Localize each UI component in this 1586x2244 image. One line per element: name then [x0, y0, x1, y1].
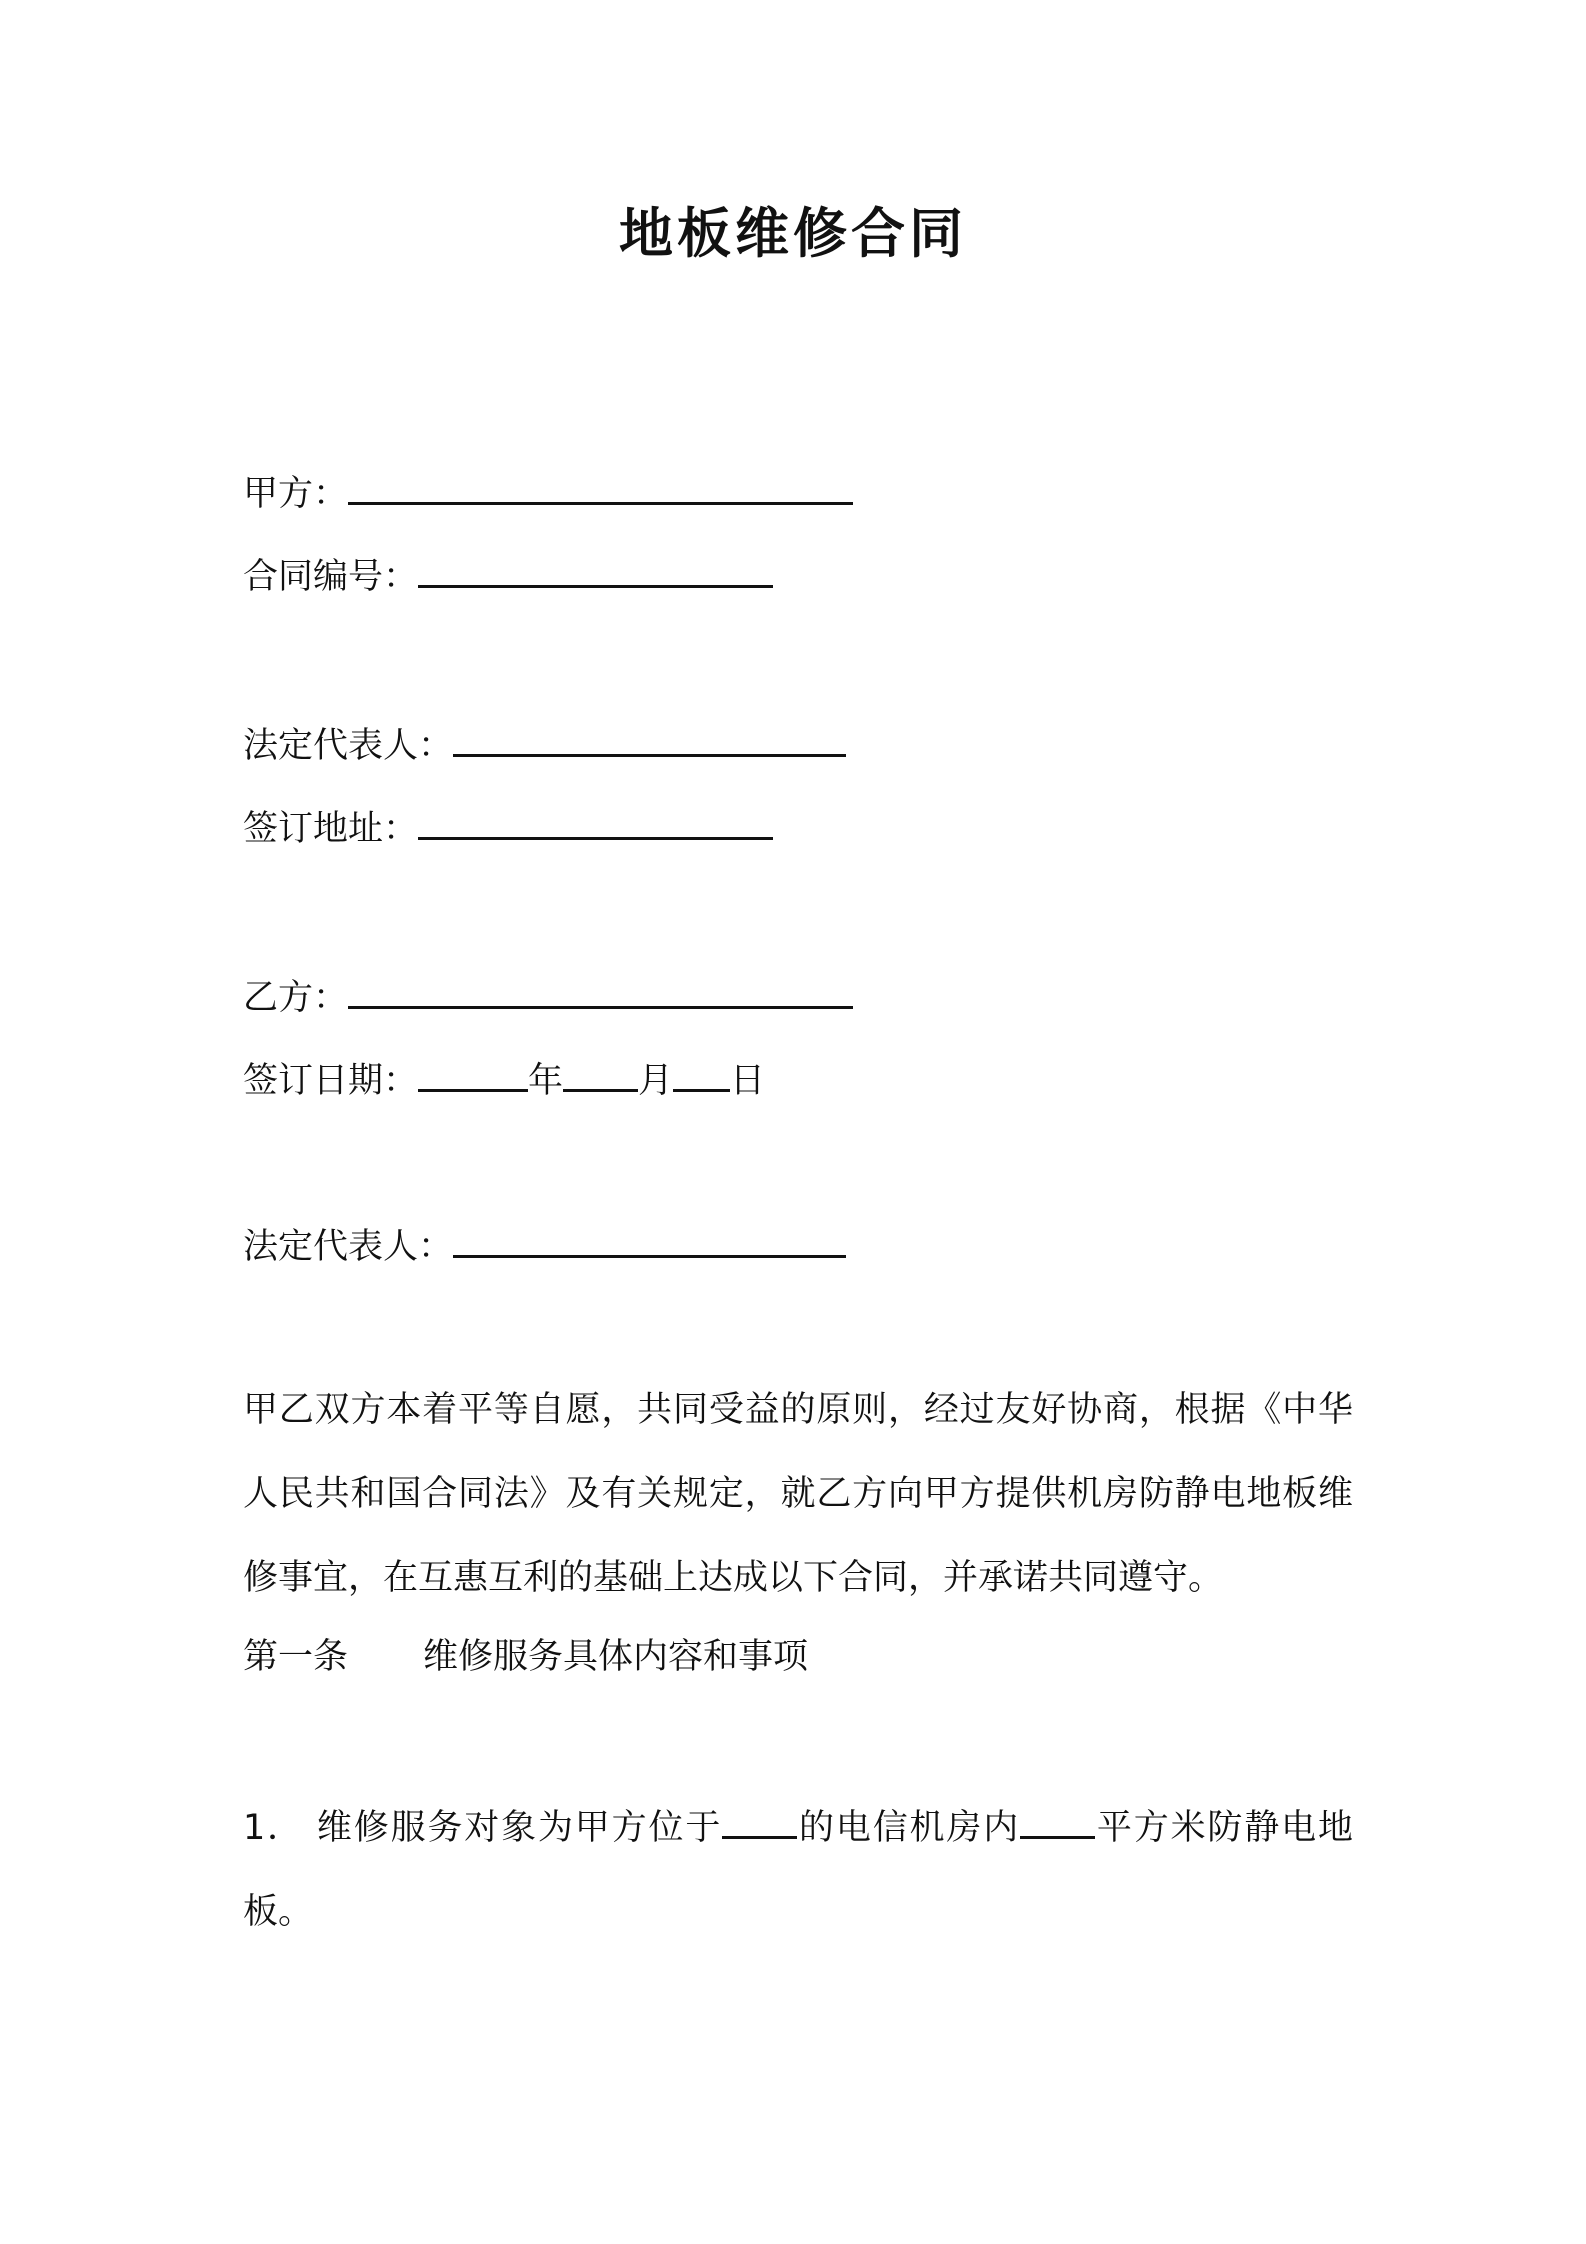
document-title: 地板维修合同 [619, 201, 967, 265]
clause-1-location-blank[interactable] [722, 1796, 797, 1839]
clause-1-number: 1． [243, 1808, 304, 1848]
sign-date-row [243, 1049, 765, 1106]
article-1-heading [243, 1632, 808, 1682]
legal-rep-b-blank[interactable] [453, 1215, 846, 1258]
contract-number-blank[interactable] [418, 545, 773, 588]
clause-1-paragraph [243, 1786, 1353, 1954]
sign-address-blank[interactable] [418, 797, 773, 840]
clause-1-text-a: 维修服务对象为甲方位于 [316, 1808, 723, 1848]
party-a-row [243, 462, 853, 519]
sign-address-label: 签订地址： [243, 809, 419, 849]
party-b-blank[interactable] [348, 966, 853, 1009]
sign-address-row [243, 797, 773, 854]
legal-rep-b-row [243, 1215, 846, 1272]
sign-month-blank[interactable] [563, 1049, 638, 1092]
contract-number-label: 合同编号： [243, 557, 419, 597]
legal-rep-a-label: 法定代表人： [243, 726, 454, 766]
sign-day-blank[interactable] [673, 1049, 730, 1092]
sign-date-label: 签订日期： [243, 1061, 419, 1101]
preamble-paragraph: 甲乙双方本着平等自愿，共同受益的原则，经过友好协商，根据《中华人民共和国合同法》及有关规定，就乙方向甲方提供机房防静电地板维修事宜，在互惠互利的基础上达成以下合同，并承诺共同遵守。 [243, 1390, 1353, 1598]
article-1-title: 维修服务具体内容和事项 [423, 1637, 809, 1677]
clause-1-text-c: 平方米防静电地板。 [243, 1808, 1353, 1932]
clause-1-text-b: 的电信机房内 [797, 1808, 1021, 1848]
sign-year-blank[interactable] [418, 1049, 528, 1092]
party-b-row [243, 966, 853, 1023]
article-1-number: 第一条 [243, 1637, 349, 1677]
contract-number-row [243, 545, 773, 602]
legal-rep-a-blank[interactable] [453, 714, 846, 757]
month-label: 月 [638, 1061, 674, 1101]
party-a-label: 甲方： [243, 474, 349, 514]
year-label: 年 [528, 1061, 564, 1101]
party-b-label: 乙方： [243, 978, 349, 1018]
legal-rep-a-row [243, 714, 846, 771]
party-a-blank[interactable] [348, 462, 853, 505]
day-label: 日 [730, 1061, 766, 1101]
clause-1-area-blank[interactable] [1020, 1796, 1095, 1839]
legal-rep-b-label: 法定代表人： [243, 1227, 454, 1267]
